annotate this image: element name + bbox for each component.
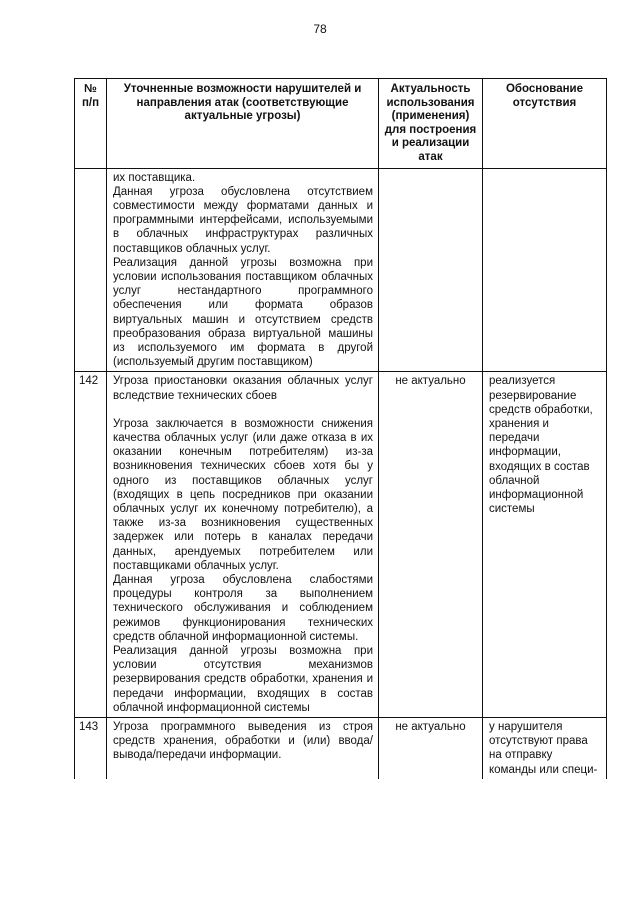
description-paragraph: их поставщика. [113,171,196,184]
description-paragraph: Угроза заключается в возможности снижения качества облачных услуг (или даже отказа в их оказании конечным потребителям) из-за возникновения технических сбоев хотя бы у одного из поставщиков облачных услуг (входящих в цепь посредников при оказании облачных услуг их конечному потребителю), а также из-за возникновения существенных задержек или потерь в каналах передачи данных, арендуемых потребителем или поставщиками облачных услуг. [113,417,373,572]
row-justification: реализуется резервирование средств обработки, хранения и передачи информации, входящих в состав облачной информационной системы [483,372,607,718]
row-justification: у нарушителя отсутствуют права на отправку команды или специ- [483,718,607,779]
row-actuality: не актуально [379,372,483,718]
description-paragraph: Угроза приостановки оказания облачных услуг вследствие технических сбоев [113,375,373,402]
row-actuality: не актуально [379,718,483,779]
row-description [107,718,379,779]
row-number: 143 [75,718,107,779]
row-number [75,168,107,372]
threats-table [74,78,607,779]
row-justification [483,168,607,372]
description-paragraph: Угроза программного выведения из строя средств хранения, обработки и (или) ввода/вывода/передачи информации. [113,721,373,762]
row-description [107,372,379,718]
description-paragraph: Данная угроза обусловлена слабостями процедуры контроля за выполнением технического обслуживания и соблюдением режимов функционирования технических средств облачной информационной системы. [113,574,373,643]
description-paragraph: Данная угроза обусловлена отсутствием совместимости между форматами данных и программными интерфейсами, используемыми в облачных инфраструктурах различных поставщиков облачных услуг. [113,185,373,255]
table-header-row [75,79,607,169]
row-number: 142 [75,372,107,718]
page-number: 78 [313,22,327,36]
row-actuality [379,168,483,372]
table-row [75,718,607,779]
header-capabilities: Уточненные возможности нарушителей и направления атак (соответствующие актуальные угрозы) [107,79,379,169]
table-row [75,168,607,372]
description-paragraph: Реализация данной угрозы возможна при условии использования поставщиком облачных услуг нестандартного программного обеспечения или формата образов виртуальных машин и отсутствием средств преобразования образа виртуальной машины из используемого им формата в другой (используемый другим поставщиком) [113,256,373,369]
table-row [75,372,607,718]
header-actuality: Актуальность использования (применения) для построения и реализации атак [379,79,483,169]
header-number: № п/п [75,79,107,169]
paragraph-spacer [113,403,373,417]
description-paragraph: Реализация данной угрозы возможна при условии отсутствия механизмов резервирования средств обработки, хранения и передачи информации, входящих в состав облачной информационной системы [113,645,373,714]
header-justification: Обоснование отсутствия [483,79,607,169]
row-description [107,168,379,372]
